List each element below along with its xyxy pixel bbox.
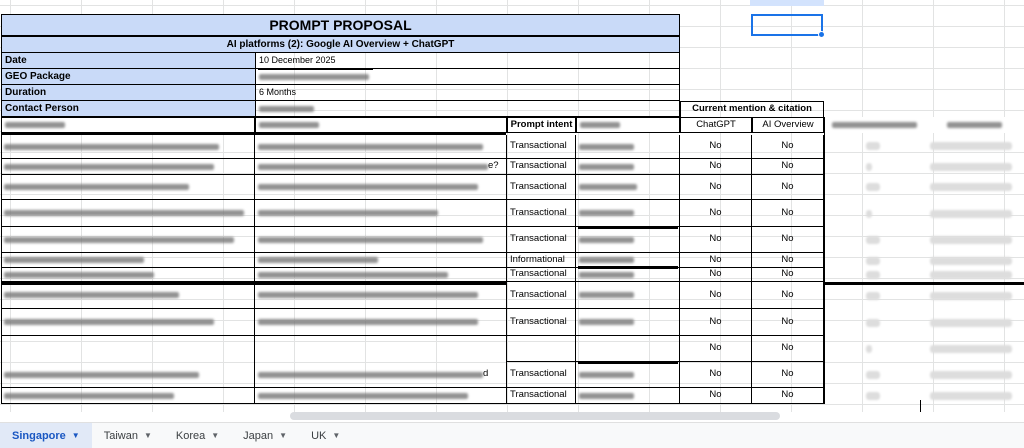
meta-label-date[interactable]: Date <box>1 53 255 69</box>
category-cell[interactable] <box>576 309 680 336</box>
redacted-text <box>4 164 214 170</box>
border-line <box>578 361 678 364</box>
selected-column-indicator <box>750 0 824 6</box>
redacted-text <box>258 292 478 298</box>
current-mention-citation-header[interactable]: Current mention & citation <box>680 101 824 118</box>
category-cell[interactable] <box>576 159 680 175</box>
column-header-prompt-intent[interactable]: Prompt intent <box>507 117 576 133</box>
sheet-tab-singapore[interactable] <box>0 423 92 448</box>
prompt-variant-cell[interactable] <box>255 282 507 309</box>
border-line <box>824 117 825 404</box>
redacted-text <box>930 319 1012 327</box>
redacted-text <box>579 319 634 325</box>
redacted-text <box>4 210 244 216</box>
column-header-chatgpt[interactable]: ChatGPT <box>680 117 752 133</box>
ai-overview-cell[interactable]: No <box>752 309 824 336</box>
ai-overview-cell[interactable]: No <box>752 268 824 282</box>
ai-overview-cell[interactable]: No <box>752 135 824 159</box>
sheet-tab-bar <box>0 422 1024 448</box>
redacted-text <box>930 271 1012 279</box>
sheet-subtitle[interactable]: AI platforms (2): Google AI Overview + ChatGPT <box>1 36 680 53</box>
column-header-search-volume[interactable] <box>824 117 924 133</box>
prompt-cell[interactable] <box>1 159 255 175</box>
redacted-text <box>258 237 483 243</box>
redacted-text <box>866 319 880 327</box>
column-header-ai-overview[interactable]: AI Overview <box>752 117 824 133</box>
redacted-text <box>258 210 438 216</box>
redacted-text <box>4 272 154 278</box>
caret-down-icon[interactable]: ▼ <box>332 431 341 440</box>
meta-value-geo-package[interactable] <box>255 69 680 85</box>
sheet-tab-label: Japan <box>243 429 274 442</box>
horizontal-scrollbar[interactable] <box>290 412 780 420</box>
chatgpt-cell[interactable]: No <box>680 268 752 282</box>
ai-overview-cell[interactable]: No <box>752 227 824 253</box>
overflow-text: e? <box>488 160 499 172</box>
category-cell[interactable] <box>576 200 680 227</box>
column-header-prompt-variant[interactable] <box>255 117 507 133</box>
redacted-text <box>4 372 199 378</box>
redacted-text <box>930 183 1012 191</box>
meta-value-contact-person[interactable] <box>255 101 680 117</box>
overflow-text: d <box>483 368 489 380</box>
prompt-cell[interactable] <box>1 309 255 336</box>
redacted-text <box>5 122 65 128</box>
caret-down-icon[interactable]: ▼ <box>71 431 80 440</box>
redacted-text <box>930 257 1012 265</box>
prompt-intent-cell[interactable]: Transactional <box>507 200 576 227</box>
redacted-text <box>930 371 1012 379</box>
prompt-variant-cell[interactable] <box>255 268 507 282</box>
ai-overview-cell[interactable]: No <box>752 175 824 200</box>
chatgpt-cell[interactable]: No <box>680 135 752 159</box>
redacted-text <box>579 144 634 150</box>
redacted-text <box>4 257 144 263</box>
chatgpt-cell[interactable]: No <box>680 175 752 200</box>
redacted-text <box>258 393 468 399</box>
meta-label-geo-package[interactable]: GEO Package <box>1 69 255 85</box>
column-header-category[interactable] <box>576 117 680 133</box>
prompt-intent-cell[interactable]: Transactional <box>507 362 576 388</box>
redacted-text <box>258 372 483 378</box>
redacted-text <box>930 392 1012 400</box>
border-line <box>1 282 506 285</box>
sheet-tab-uk[interactable] <box>299 423 352 448</box>
text-cursor <box>920 400 921 412</box>
active-cell-selection[interactable] <box>751 14 823 36</box>
prompt-cell[interactable] <box>1 135 255 159</box>
prompt-variant-cell[interactable] <box>255 309 507 336</box>
category-cell[interactable] <box>576 388 680 404</box>
redacted-text <box>4 184 189 190</box>
prompt-variant-cell[interactable] <box>255 336 507 362</box>
redacted-text <box>866 257 880 265</box>
border-line <box>1 117 2 404</box>
border-line <box>578 226 678 229</box>
redacted-text <box>930 142 1012 150</box>
redacted-text <box>579 257 634 263</box>
sheet-tab-label: Korea <box>175 429 206 442</box>
redacted-text <box>930 210 1012 218</box>
redacted-text <box>832 122 917 128</box>
redacted-text <box>4 292 179 298</box>
redacted-text <box>258 319 478 325</box>
redacted-text <box>579 164 634 170</box>
caret-down-icon[interactable]: ▼ <box>211 431 220 440</box>
ai-overview-cell[interactable]: No <box>752 253 824 268</box>
redacted-text <box>259 122 319 128</box>
prompt-cell[interactable] <box>1 200 255 227</box>
redacted-text <box>930 236 1012 244</box>
prompt-intent-cell[interactable]: Transactional <box>507 135 576 159</box>
ai-overview-cell[interactable]: No <box>752 362 824 388</box>
redacted-text <box>259 106 314 112</box>
redacted-text <box>930 163 1012 171</box>
redacted-text <box>579 272 634 278</box>
redacted-text <box>579 393 634 399</box>
chatgpt-cell[interactable]: No <box>680 227 752 253</box>
prompt-cell[interactable] <box>1 388 255 404</box>
redacted-text <box>866 142 880 150</box>
category-cell[interactable] <box>576 268 680 282</box>
prompt-variant-cell[interactable] <box>255 175 507 200</box>
prompt-intent-cell[interactable]: Transactional <box>507 159 576 175</box>
redacted-text <box>579 184 637 190</box>
prompt-cell[interactable] <box>1 362 255 388</box>
redacted-text <box>866 163 872 171</box>
redacted-text <box>579 210 634 216</box>
prompt-variant-cell[interactable] <box>255 388 507 404</box>
redacted-text <box>866 183 880 191</box>
caret-down-icon[interactable]: ▼ <box>143 431 152 440</box>
ai-overview-cell[interactable]: No <box>752 336 824 362</box>
redacted-text <box>4 144 219 150</box>
meta-value-duration[interactable]: 6 Months <box>255 85 680 101</box>
chatgpt-cell[interactable]: No <box>680 200 752 227</box>
redacted-text <box>947 122 1002 128</box>
chatgpt-cell[interactable]: No <box>680 362 752 388</box>
ai-overview-cell[interactable]: No <box>752 159 824 175</box>
prompt-cell[interactable] <box>1 227 255 253</box>
column-header-keyword[interactable] <box>924 117 1024 133</box>
category-cell[interactable] <box>576 135 680 159</box>
prompt-cell[interactable] <box>1 175 255 200</box>
redacted-text <box>258 144 483 150</box>
prompt-intent-cell[interactable]: Informational <box>507 253 576 268</box>
chatgpt-cell[interactable]: No <box>680 282 752 309</box>
sheet-title[interactable]: PROMPT PROPOSAL <box>1 14 680 36</box>
redacted-text <box>866 392 880 400</box>
ai-overview-cell[interactable]: No <box>752 200 824 227</box>
redacted-text <box>579 292 634 298</box>
prompt-variant-cell[interactable] <box>255 135 507 159</box>
column-header-prompt[interactable] <box>1 117 255 133</box>
redacted-text <box>4 393 174 399</box>
sheet-tab-korea[interactable] <box>164 423 231 448</box>
chatgpt-cell[interactable]: No <box>680 159 752 175</box>
caret-down-icon[interactable]: ▼ <box>279 431 288 440</box>
prompt-intent-cell[interactable]: Transactional <box>507 175 576 200</box>
prompt-intent-cell[interactable]: Transactional <box>507 227 576 253</box>
prompt-cell[interactable] <box>1 253 255 268</box>
fill-handle[interactable] <box>818 31 825 38</box>
redacted-text <box>259 74 369 80</box>
redacted-text <box>866 210 872 218</box>
meta-label-contact-person[interactable]: Contact Person <box>1 101 255 117</box>
prompt-cell[interactable] <box>1 336 255 362</box>
redacted-text <box>866 292 880 300</box>
chatgpt-cell[interactable]: No <box>680 388 752 404</box>
prompt-cell[interactable] <box>1 282 255 309</box>
sheet-tab-label: Taiwan <box>103 429 138 442</box>
redacted-text <box>866 271 880 279</box>
prompt-variant-cell[interactable] <box>255 253 507 268</box>
meta-label-duration[interactable]: Duration <box>1 85 255 101</box>
redacted-text <box>930 345 1012 353</box>
border-line <box>258 68 373 70</box>
prompt-variant-cell[interactable] <box>255 159 507 175</box>
sheet-tab-label: Singapore <box>12 429 66 442</box>
category-cell[interactable] <box>576 282 680 309</box>
category-cell[interactable] <box>576 175 680 200</box>
chatgpt-cell[interactable]: No <box>680 253 752 268</box>
redacted-text <box>580 122 620 128</box>
redacted-text <box>258 257 378 263</box>
sheet-tab-japan[interactable] <box>231 423 299 448</box>
redacted-text <box>930 292 1012 300</box>
border-line <box>578 266 678 269</box>
category-cell[interactable] <box>576 227 680 253</box>
ai-overview-cell[interactable]: No <box>752 388 824 404</box>
sheet-tab-label: UK <box>311 429 327 442</box>
prompt-intent-cell[interactable]: Transactional <box>507 282 576 309</box>
prompt-intent-cell[interactable]: Transactional <box>507 268 576 282</box>
redacted-text <box>866 236 880 244</box>
prompt-intent-cell[interactable] <box>507 336 576 362</box>
redacted-text <box>258 184 478 190</box>
prompt-cell[interactable] <box>1 268 255 282</box>
prompt-intent-cell[interactable]: Transactional <box>507 388 576 404</box>
redacted-text <box>258 164 488 170</box>
prompt-variant-cell[interactable] <box>255 362 507 388</box>
prompt-intent-cell[interactable]: Transactional <box>507 309 576 336</box>
redacted-text <box>258 272 448 278</box>
redacted-text <box>579 372 634 378</box>
redacted-text <box>866 345 872 353</box>
redacted-text <box>866 371 880 379</box>
border-line <box>824 282 1024 285</box>
redacted-text <box>4 319 214 325</box>
category-cell[interactable] <box>576 362 680 388</box>
redacted-text <box>579 237 634 243</box>
ai-overview-cell[interactable]: No <box>752 282 824 309</box>
prompt-variant-cell[interactable] <box>255 200 507 227</box>
meta-value-date[interactable]: 10 December 2025 <box>255 53 680 69</box>
sheet-tab-taiwan[interactable] <box>92 423 164 448</box>
category-cell[interactable] <box>576 336 680 362</box>
chatgpt-cell[interactable]: No <box>680 309 752 336</box>
prompt-variant-cell[interactable] <box>255 227 507 253</box>
redacted-text <box>4 237 234 243</box>
chatgpt-cell[interactable]: No <box>680 336 752 362</box>
